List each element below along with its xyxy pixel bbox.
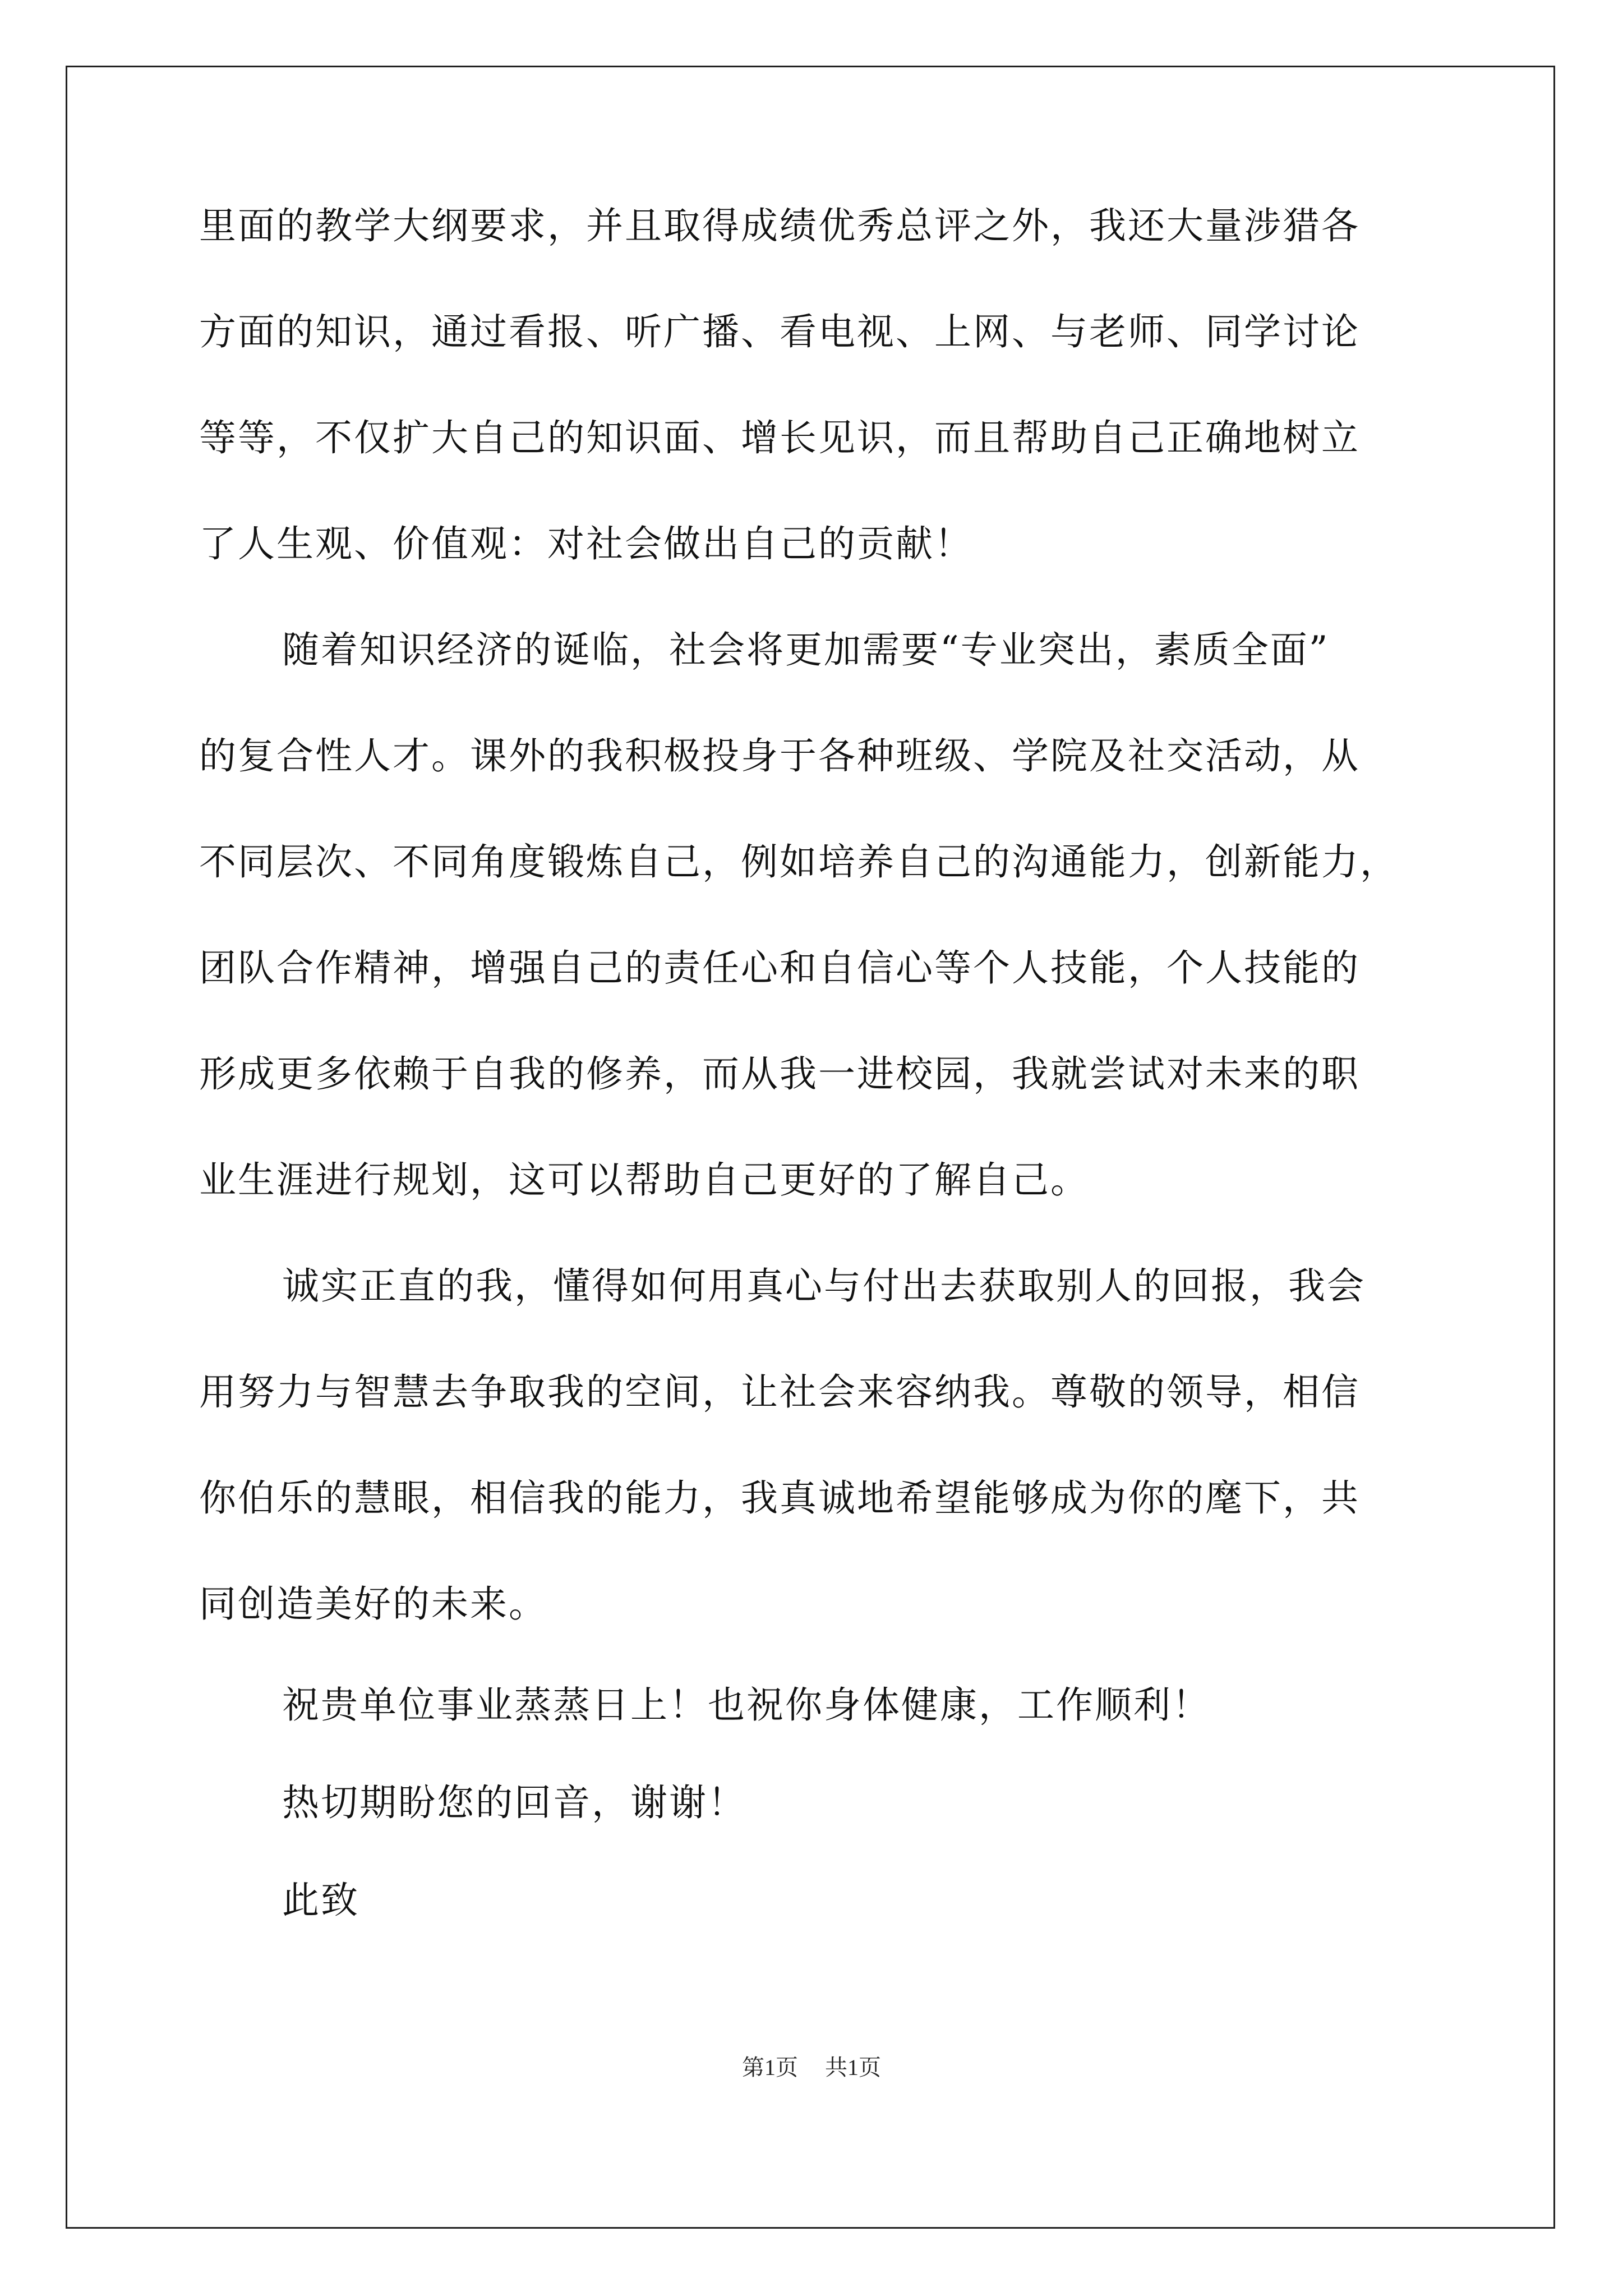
text-line: 等等，不仅扩大自己的知识面、增长见识，而且帮助自己正确地树立 — [199, 416, 1360, 459]
text-line: 用努力与智慧去争取我的空间，让社会来容纳我。尊敬的领导，相信 — [199, 1370, 1360, 1414]
text-line: 形成更多依赖于自我的修养，而从我一进校园，我就尝试对未来的职 — [199, 1052, 1360, 1096]
text-line: 里面的教学大纲要求，并且取得成绩优秀总评之外，我还大量涉猎各 — [199, 204, 1360, 247]
paragraph-start-line: 诚实正直的我，懂得如何用真心与付出去获取别人的回报，我会 — [282, 1264, 1366, 1308]
text-line: 团队合作精神，增强自己的责任心和自信心等个人技能，个人技能的 — [199, 946, 1360, 990]
text-line: 你伯乐的慧眼，相信我的能力，我真诚地希望能够成为你的麾下，共 — [199, 1476, 1360, 1520]
text-line: 方面的知识，通过看报、听广播、看电视、上网、与老师、同学讨论 — [199, 310, 1360, 353]
salutation-line: 此致 — [282, 1879, 359, 1922]
closing-wish-line: 祝贵单位事业蒸蒸日上！也祝你身体健康，工作顺利！ — [282, 1683, 1211, 1727]
text-line: 的复合性人才。课外的我积极投身于各种班级、学院及社交活动，从 — [199, 734, 1360, 777]
text-line: 不同层次、不同角度锻炼自己，例如培养自己的沟通能力，创新能力， — [199, 840, 1399, 884]
page-number: 第1页 — [742, 2055, 798, 2080]
text-line: 了人生观、价值观：对社会做出自己的贡献！ — [199, 522, 973, 565]
paragraph-start-line: 随着知识经济的诞临，社会将更加需要“专业突出，素质全面” — [282, 628, 1330, 671]
closing-thanks-line: 热切期盼您的回音，谢谢！ — [282, 1781, 746, 1824]
text-line: 同创造美好的未来。 — [199, 1582, 547, 1626]
page-footer — [0, 2052, 1623, 2083]
page-count: 共1页 — [825, 2055, 881, 2080]
text-line: 业生涯进行规划，这可以帮助自己更好的了解自己。 — [199, 1158, 1089, 1202]
